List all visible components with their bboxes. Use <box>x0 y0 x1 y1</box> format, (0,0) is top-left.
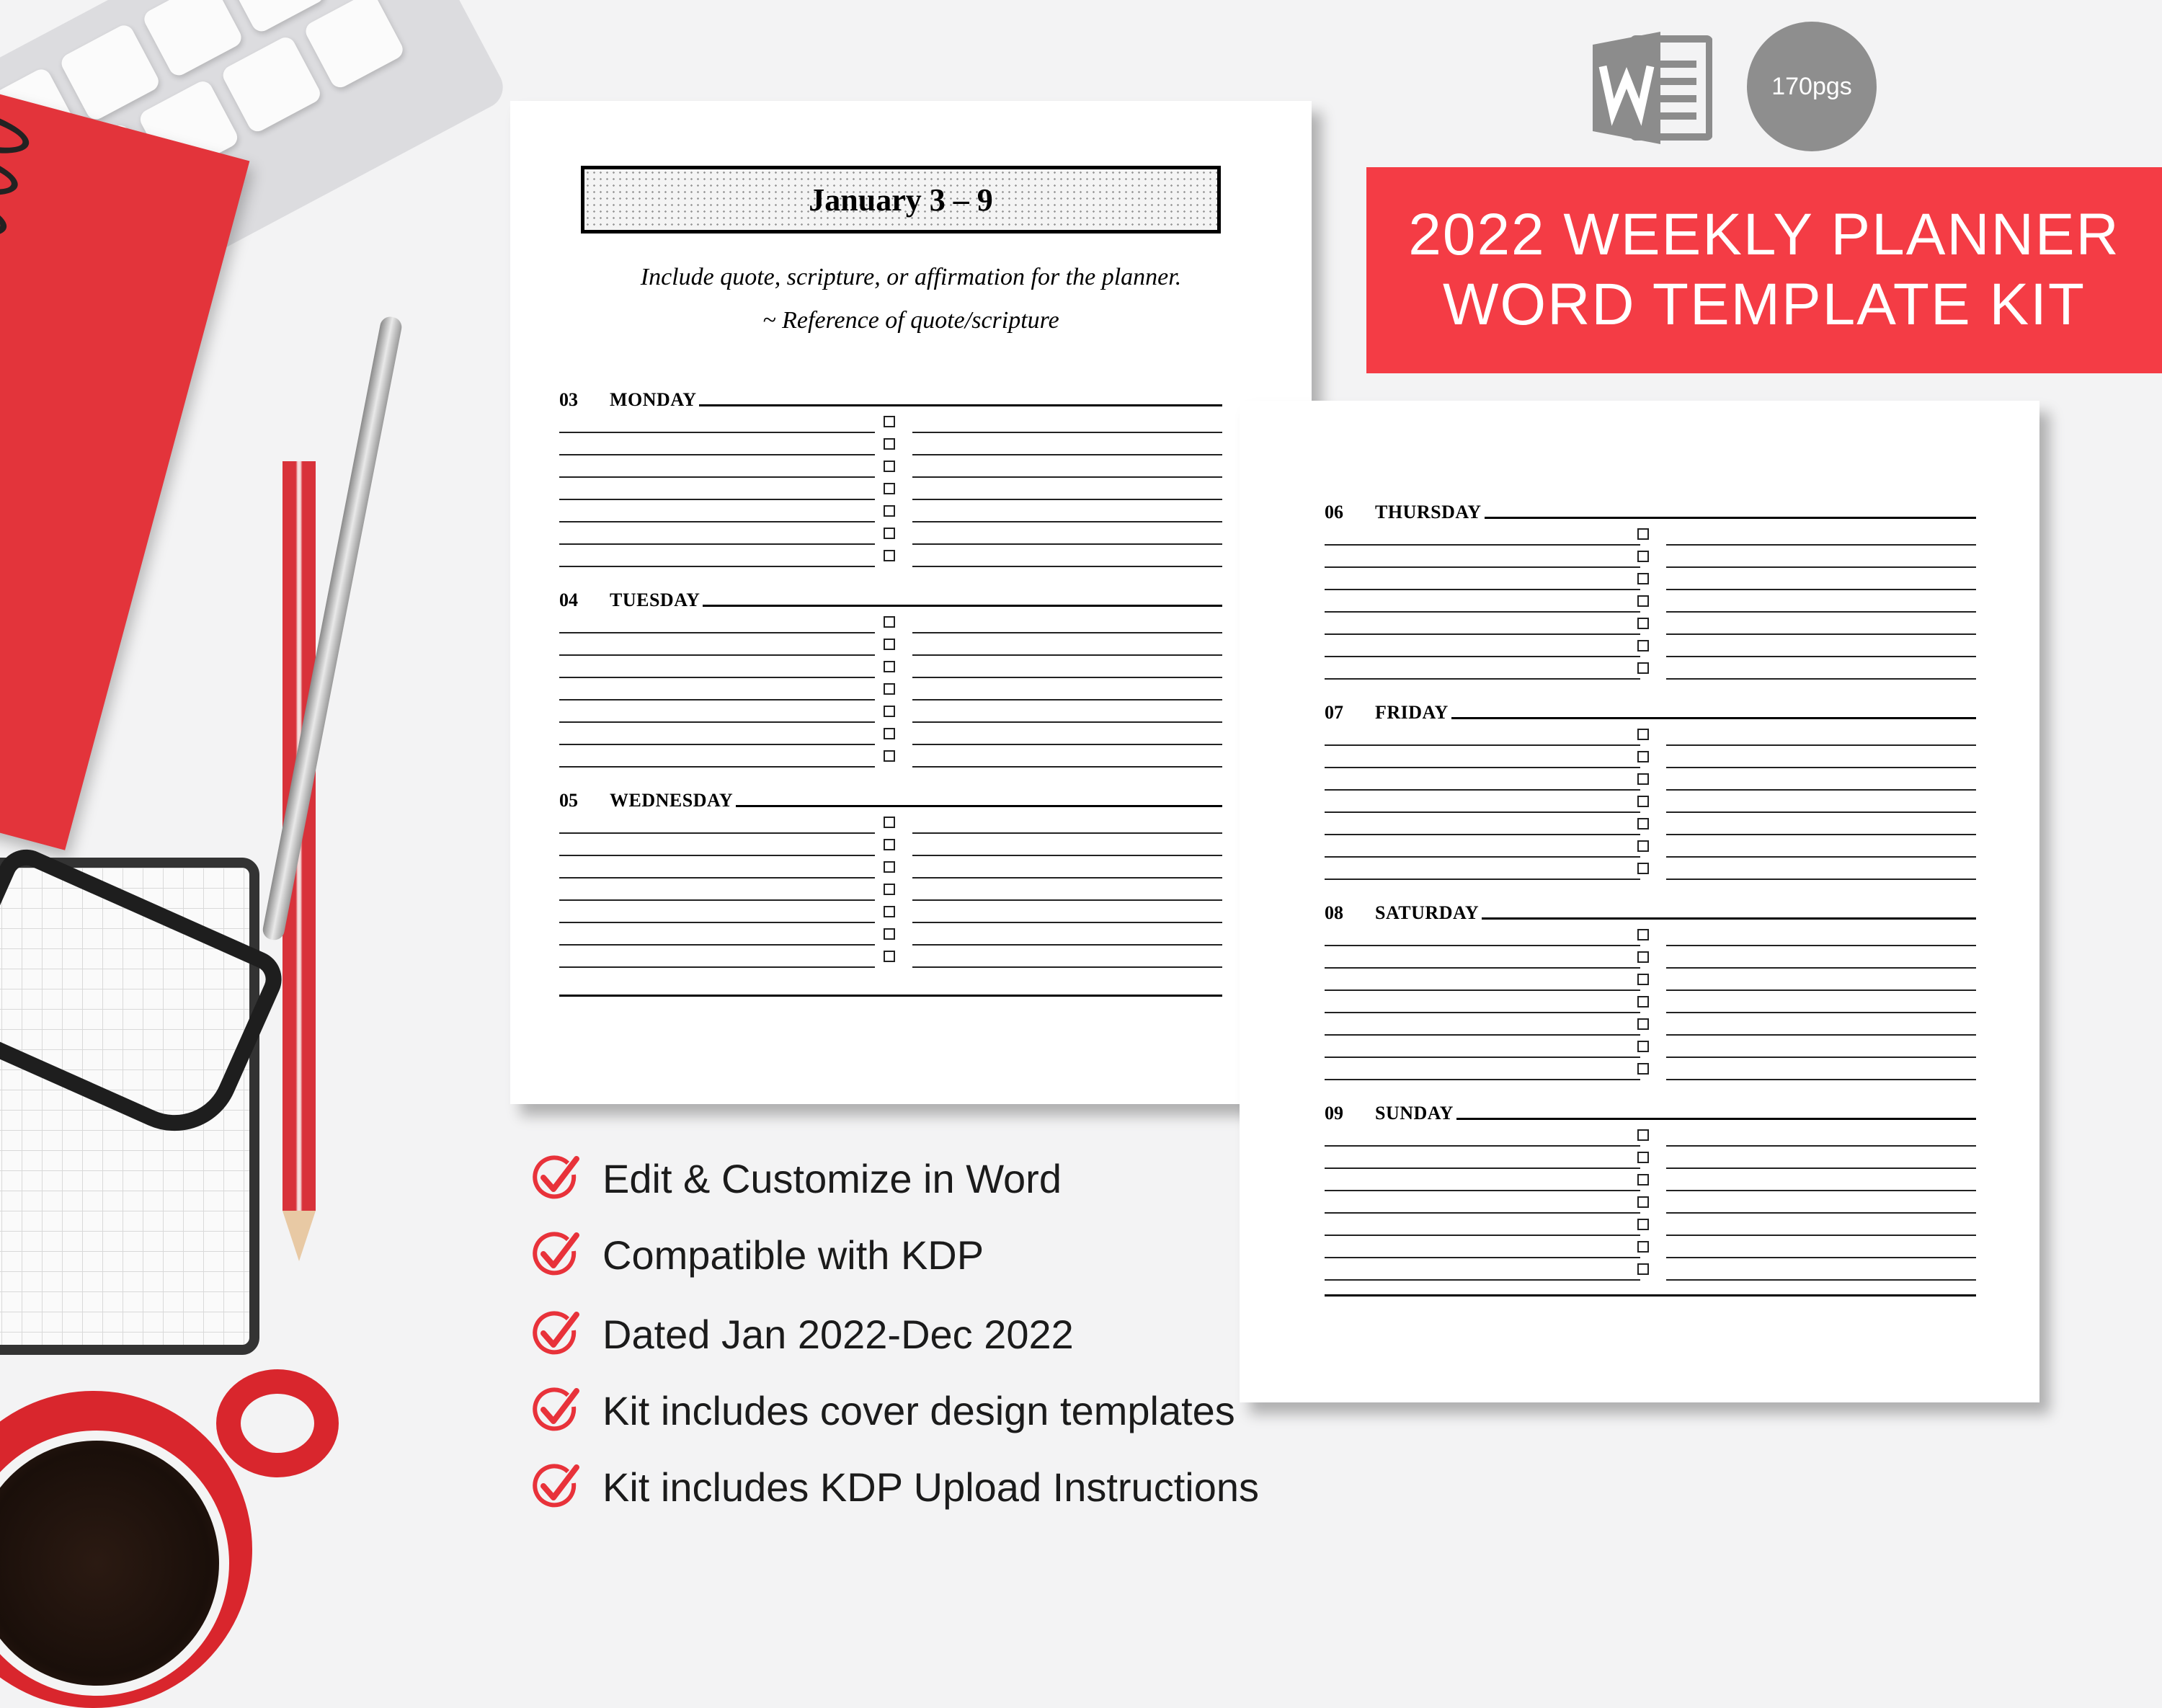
checklist-line <box>912 944 1222 946</box>
checklist-row <box>1637 813 1976 835</box>
checklist-line <box>912 632 1222 633</box>
note-line <box>559 411 875 433</box>
planner-quote: Include quote, scripture, or affirmation for the planner. <box>640 264 1182 290</box>
feature-item <box>530 1153 1062 1204</box>
checkbox-icon <box>884 906 895 917</box>
checklist-line <box>912 432 1222 433</box>
checklist-row <box>1637 590 1976 613</box>
feature-item <box>530 1462 1259 1512</box>
note-line <box>1325 791 1640 813</box>
checklist-row <box>1637 969 1976 991</box>
note-line <box>559 455 875 478</box>
checklist-line <box>912 922 1222 923</box>
checklist-row <box>884 545 1222 567</box>
checklist-row <box>884 811 1222 834</box>
page-end-rule <box>559 995 1222 997</box>
checklist-row <box>1637 1169 1976 1191</box>
planner-page-2 <box>1240 401 2039 1402</box>
planner-quote-reference: ~ Reference of quote/scripture <box>762 307 1059 334</box>
checkbox-icon <box>1637 974 1649 985</box>
checklist-row <box>884 633 1222 656</box>
day-block <box>559 582 1222 778</box>
checklist-line <box>912 766 1222 768</box>
checklist-row <box>1637 1036 1976 1058</box>
checklist-line <box>912 899 1222 901</box>
title-banner <box>1366 167 2162 373</box>
day-number: 06 <box>1325 502 1343 522</box>
week-range-box <box>581 166 1221 233</box>
coffee-mug-handle-decor <box>216 1369 339 1477</box>
checklist <box>1637 724 1976 880</box>
checkbox-icon <box>884 817 895 828</box>
day-number: 04 <box>559 590 578 610</box>
note-line <box>559 678 875 700</box>
checklist-row <box>1637 1124 1976 1147</box>
checklist-row <box>1637 991 1976 1013</box>
note-line <box>1325 858 1640 880</box>
checklist-line <box>1666 544 1976 546</box>
checklist-row <box>1637 1013 1976 1036</box>
note-line <box>1325 1124 1640 1147</box>
checkbox-icon <box>1637 729 1649 740</box>
checklist-line <box>912 832 1222 834</box>
checklist-line <box>912 543 1222 545</box>
checklist-line <box>1666 1212 1976 1214</box>
checkbox-icon <box>1637 618 1649 629</box>
checklist-row <box>884 500 1222 522</box>
checkbox-icon <box>1637 1263 1649 1275</box>
page-count-badge <box>1747 22 1877 151</box>
note-line <box>1325 1191 1640 1214</box>
note-line <box>1325 969 1640 991</box>
day-name: WEDNESDAY <box>610 790 734 811</box>
day-block <box>559 783 1222 979</box>
checklist-line <box>1666 767 1976 768</box>
checklist-row <box>1637 858 1976 880</box>
checkbox-icon <box>884 683 895 695</box>
checkbox-icon <box>1637 863 1649 874</box>
feature-text: Dated Jan 2022-Dec 2022 <box>602 1311 1074 1357</box>
checklist-row <box>1637 768 1976 791</box>
day-number: 03 <box>559 389 578 410</box>
note-line <box>559 611 875 633</box>
checklist-row <box>884 879 1222 901</box>
note-line <box>559 656 875 678</box>
feature-item <box>530 1229 984 1280</box>
checkbox-icon <box>884 639 895 650</box>
note-line <box>1325 613 1640 635</box>
checklist-row <box>1637 657 1976 680</box>
day-block <box>1325 494 1976 690</box>
checkbox-icon <box>1637 662 1649 674</box>
checklist-line <box>912 454 1222 455</box>
notes-lines <box>1325 924 1640 1080</box>
note-line <box>559 633 875 656</box>
checklist-row <box>1637 946 1976 969</box>
checkbox-icon <box>884 505 895 517</box>
checkbox-icon <box>1637 528 1649 540</box>
day-name: THURSDAY <box>1375 502 1482 522</box>
checklist-row <box>1637 523 1976 546</box>
checklist-line <box>1666 989 1976 991</box>
checklist-line <box>912 721 1222 723</box>
day-name: SUNDAY <box>1375 1103 1454 1124</box>
checklist-line <box>1666 1190 1976 1191</box>
checkbox-icon <box>1637 929 1649 940</box>
checkbox-icon <box>884 438 895 450</box>
checklist <box>1637 924 1976 1080</box>
checkmark-circle-icon <box>530 1153 581 1204</box>
checklist-row <box>884 834 1222 856</box>
day-number: 09 <box>1325 1103 1343 1124</box>
checklist-row <box>884 522 1222 545</box>
checkbox-icon <box>1637 1196 1649 1208</box>
checklist-line <box>1666 1012 1976 1013</box>
page-count-label: 170pgs <box>1771 72 1852 100</box>
checklist-row <box>884 678 1222 700</box>
checkmark-circle-icon <box>530 1385 581 1436</box>
note-line <box>559 923 875 946</box>
feature-text: Edit & Customize in Word <box>602 1155 1062 1201</box>
checklist-row <box>1637 835 1976 858</box>
day-number: 07 <box>1325 702 1343 723</box>
checklist-line <box>1666 589 1976 590</box>
checkbox-icon <box>1637 1152 1649 1163</box>
checkbox-icon <box>884 616 895 628</box>
feature-item <box>530 1385 1235 1436</box>
day-name: TUESDAY <box>610 590 700 610</box>
checkbox-icon <box>884 861 895 873</box>
checklist-line <box>1666 879 1976 880</box>
page-end-rule <box>1325 1294 1976 1296</box>
checkbox-icon <box>1637 1174 1649 1186</box>
checklist-line <box>1666 744 1976 746</box>
checklist-line <box>912 744 1222 745</box>
day-name: SATURDAY <box>1375 902 1480 923</box>
note-line <box>1325 813 1640 835</box>
checklist-line <box>1666 566 1976 568</box>
checkbox-icon <box>1637 1041 1649 1052</box>
checklist-row <box>1637 791 1976 813</box>
checklist-line <box>1666 1257 1976 1258</box>
checklist-line <box>912 855 1222 856</box>
note-line <box>559 834 875 856</box>
note-line <box>559 545 875 567</box>
checklist-row <box>1637 746 1976 768</box>
checkbox-icon <box>884 461 895 472</box>
note-line <box>559 522 875 545</box>
checklist-line <box>912 654 1222 656</box>
checklist-row <box>1637 568 1976 590</box>
checklist-line <box>1666 834 1976 835</box>
pencil-tip-decor <box>283 1211 316 1261</box>
checkbox-icon <box>1637 640 1649 651</box>
checklist-line <box>912 966 1222 968</box>
checkbox-icon <box>1637 1063 1649 1075</box>
note-line <box>559 433 875 455</box>
feature-text: Compatible with KDP <box>602 1232 984 1278</box>
day-name: MONDAY <box>610 389 697 410</box>
note-line <box>559 700 875 723</box>
day-block <box>1325 895 1976 1091</box>
checkbox-icon <box>884 661 895 672</box>
note-line <box>1325 1236 1640 1258</box>
checklist-line <box>1666 1235 1976 1236</box>
checklist-line <box>1666 945 1976 946</box>
note-line <box>1325 1147 1640 1169</box>
title-line-2: WORD TEMPLATE KIT <box>1442 272 2086 337</box>
note-line <box>1325 924 1640 946</box>
checklist-row <box>884 723 1222 745</box>
checkbox-icon <box>884 728 895 739</box>
note-line <box>1325 724 1640 746</box>
checkbox-icon <box>1637 1129 1649 1141</box>
checklist-line <box>1666 611 1976 613</box>
feature-text: Kit includes KDP Upload Instructions <box>602 1464 1259 1510</box>
notes-lines <box>1325 523 1640 680</box>
checklist-line <box>1666 1279 1976 1281</box>
checklist-line <box>1666 789 1976 791</box>
checklist-line <box>1666 1034 1976 1036</box>
checkbox-icon <box>1637 573 1649 584</box>
checklist <box>884 611 1222 768</box>
checklist-row <box>1637 724 1976 746</box>
checklist-line <box>912 699 1222 700</box>
notes-lines <box>559 811 875 968</box>
checklist-row <box>1637 924 1976 946</box>
notes-lines <box>559 611 875 768</box>
checklist-line <box>1666 1057 1976 1058</box>
note-line <box>559 879 875 901</box>
checklist-row <box>884 700 1222 723</box>
checkbox-icon <box>884 483 895 494</box>
checklist-row <box>1637 635 1976 657</box>
checkmark-circle-icon <box>530 1309 581 1359</box>
checklist-line <box>912 476 1222 478</box>
checklist-row <box>1637 1191 1976 1214</box>
note-line <box>559 478 875 500</box>
note-line <box>1325 1214 1640 1236</box>
checklist-row <box>884 656 1222 678</box>
checklist-line <box>1666 856 1976 858</box>
checkbox-icon <box>884 550 895 561</box>
checkbox-icon <box>1637 996 1649 1008</box>
feature-item <box>530 1309 1074 1359</box>
checklist-line <box>1666 1167 1976 1169</box>
checklist-row <box>1637 1236 1976 1258</box>
checklist-row <box>1637 1214 1976 1236</box>
week-range: January 3 – 9 <box>809 182 993 218</box>
note-line <box>1325 657 1640 680</box>
note-line <box>1325 991 1640 1013</box>
title-line-1: 2022 WEEKLY PLANNER <box>1408 202 2120 268</box>
note-line <box>1325 768 1640 791</box>
checklist-row <box>1637 1058 1976 1080</box>
note-line <box>559 500 875 522</box>
checklist-line <box>912 521 1222 522</box>
checkbox-icon <box>1637 1219 1649 1230</box>
note-line <box>1325 1058 1640 1080</box>
checklist-line <box>1666 656 1976 657</box>
note-line <box>559 723 875 745</box>
microsoft-word-icon <box>1593 29 1712 147</box>
day-name: FRIDAY <box>1375 702 1449 723</box>
note-line <box>1325 1036 1640 1058</box>
checklist-line <box>1666 633 1976 635</box>
checkbox-icon <box>884 839 895 850</box>
checkmark-circle-icon <box>530 1462 581 1512</box>
checklist <box>1637 523 1976 680</box>
note-line <box>1325 590 1640 613</box>
checklist-row <box>1637 1258 1976 1281</box>
note-line <box>559 811 875 834</box>
day-number: 05 <box>559 790 578 811</box>
planner-page-1 <box>510 101 1312 1104</box>
note-line <box>1325 1013 1640 1036</box>
checkbox-icon <box>884 884 895 895</box>
checklist-row <box>884 611 1222 633</box>
checklist-row <box>884 901 1222 923</box>
note-line <box>1325 746 1640 768</box>
note-line <box>1325 946 1640 969</box>
notes-lines <box>1325 724 1640 880</box>
feature-text: Kit includes cover design templates <box>602 1387 1235 1433</box>
note-line <box>559 745 875 768</box>
checkbox-icon <box>884 750 895 762</box>
day-number: 08 <box>1325 902 1343 923</box>
note-line <box>1325 635 1640 657</box>
checklist-row <box>884 433 1222 455</box>
note-line <box>559 946 875 968</box>
day-block <box>1325 1095 1976 1291</box>
checklist-line <box>912 877 1222 879</box>
checkbox-icon <box>1637 796 1649 807</box>
checkbox-icon <box>884 928 895 940</box>
checklist-line <box>912 499 1222 500</box>
checkbox-icon <box>884 951 895 962</box>
checklist-row <box>1637 613 1976 635</box>
note-line <box>1325 1258 1640 1281</box>
checklist-row <box>1637 546 1976 568</box>
checkbox-icon <box>1637 1241 1649 1253</box>
note-line <box>1325 568 1640 590</box>
checkmark-circle-icon <box>530 1229 581 1280</box>
checklist <box>884 411 1222 567</box>
day-block <box>559 382 1222 578</box>
note-line <box>1325 523 1640 546</box>
checkbox-icon <box>1637 840 1649 852</box>
checkbox-icon <box>1637 751 1649 762</box>
checklist-row <box>1637 1147 1976 1169</box>
checklist-line <box>1666 967 1976 969</box>
checkbox-icon <box>1637 818 1649 829</box>
note-line <box>1325 1169 1640 1191</box>
checkbox-icon <box>1637 951 1649 963</box>
checklist-line <box>912 566 1222 567</box>
note-line <box>1325 546 1640 568</box>
checklist-line <box>912 677 1222 678</box>
notes-lines <box>559 411 875 567</box>
checklist-row <box>884 478 1222 500</box>
checkbox-icon <box>884 706 895 717</box>
checklist-row <box>884 856 1222 879</box>
checklist-row <box>884 455 1222 478</box>
checklist-line <box>1666 1145 1976 1147</box>
checklist-row <box>884 946 1222 968</box>
red-spiral-notebook-decor <box>0 86 249 850</box>
checkbox-icon <box>884 528 895 539</box>
checkbox-icon <box>1637 1018 1649 1030</box>
checkbox-icon <box>1637 773 1649 785</box>
notes-lines <box>1325 1124 1640 1281</box>
checkbox-icon <box>884 416 895 427</box>
checklist-line <box>1666 678 1976 680</box>
checklist <box>1637 1124 1976 1281</box>
day-block <box>1325 695 1976 891</box>
note-line <box>1325 835 1640 858</box>
note-line <box>559 856 875 879</box>
checklist <box>884 811 1222 968</box>
checklist-line <box>1666 1079 1976 1080</box>
note-line <box>559 901 875 923</box>
checkbox-icon <box>1637 595 1649 607</box>
checklist-row <box>884 745 1222 768</box>
checkbox-icon <box>1637 551 1649 562</box>
checklist-row <box>884 411 1222 433</box>
checklist-row <box>884 923 1222 946</box>
checklist-line <box>1666 811 1976 813</box>
